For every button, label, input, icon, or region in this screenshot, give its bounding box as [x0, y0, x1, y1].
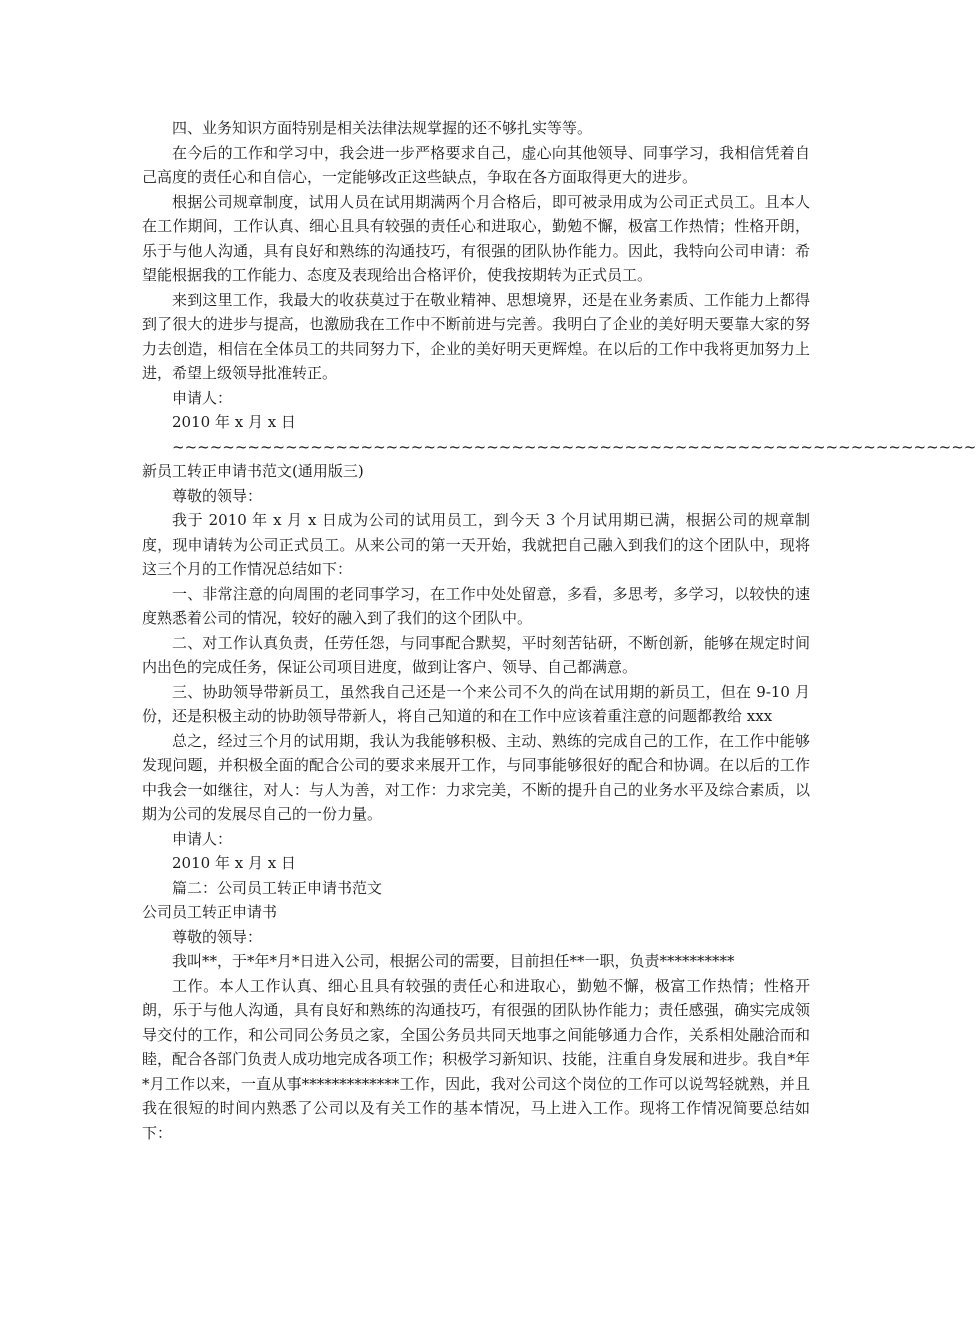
paragraph: 二、对工作认真负责，任劳任怨，与同事配合默契，平时刻苦钻研，不断创新，能够在规定时间内出色的完成任务，保证公司项目进度，做到让客户、领导、自己都满意。 [142, 633, 810, 676]
paragraph: 四、业务知识方面特别是相关法律法规掌握的还不够扎实等等。 [172, 119, 593, 137]
paragraph: 在今后的工作和学习中，我会进一步严格要求自己，虚心向其他领导、同事学习，我相信凭着自己高度的责任心和自信心，一定能够改正这些缺点，争取在各方面取得更大的进步。 [142, 143, 810, 186]
salutation: 尊敬的领导： [172, 486, 263, 505]
paragraph: 根据公司规章制度，试用人员在试用期满两个月合格后，即可被录用成为公司正式员工。且本人在工作期间，工作认真、细心且具有较强的责任心和进取心，勤勉不懈，极富工作热情；性格开朗，乐于与他人沟通，具有良好和熟练的沟通技巧，有很强的团队协作能力。因此，我特向公司申请：希望能根据我的工作能力、态度及表现给出合格评价，使我按期转为正式员工。 [142, 192, 810, 284]
paragraph: 一、非常注意的向周围的老同事学习，在工作中处处留意，多看，多思考，多学习，以较快的速度熟悉着公司的情况，较好的融入到了我们的这个团队中。 [142, 584, 810, 627]
separator-line: ~~~~~~~~~~~~~~~~~~~~~~~~~~~~~~~~~~~~~~~~~~~~~~~~~~~~~~~~~~~~~~~~ [172, 437, 976, 456]
paragraph: 三、协助领导带新员工，虽然我自己还是一个来公司不久的尚在试用期的新员工，但在 9-10 月份，还是积极主动的协助领导带新人，将自己知道的和在工作中应该着重注意的问题都教给 xxx [142, 682, 810, 725]
paragraph: 总之，经过三个月的试用期，我认为我能够积极、主动、熟练的完成自己的工作，在工作中能够发现问题，并积极全面的配合公司的要求来展开工作，与同事能够很好的配合和协调。在以后的工作中我会一如继往，对人：与人为善，对工作：力求完美，不断的提升自己的业务水平及综合素质，以期为公司的发展尽自己的一份力量。 [142, 731, 810, 823]
signature-label: 申请人： [172, 829, 233, 848]
paragraph: 我叫**，于*年*月*日进入公司，根据公司的需要，目前担任**一职，负责********** [172, 952, 735, 970]
document-page [142, 116, 976, 1145]
paragraph: 工作。本人工作认真、细心且具有较强的责任心和进取心，勤勉不懈，极富工作热情；性格开朗，乐于与他人沟通，具有良好和熟练的沟通技巧，有很强的团队协作能力；责任感强，确实完成领导交付的工作，和公司同公务员之家，全国公务员共同天地事之间能够通力合作，关系相处融洽而和睦，配合各部门负责人成功地完成各项工作；积极学习新知识、技能，注重自身发展和进步。我自*年*月工作以来，一直从事*************工作，因此，我对公司这个岗位的工作可以说驾轻就熟，并且我在很短的时间内熟悉了公司以及有关工作的基本情况，马上进入工作。现将工作情况简要总结如下： [142, 976, 810, 1142]
date-line: 2010 年 x 月 x 日 [172, 413, 296, 431]
paragraph: 来到这里工作，我最大的收获莫过于在敬业精神、思想境界，还是在业务素质、工作能力上都得到了很大的进步与提高，也激励我在工作中不断前进与完善。我明白了企业的美好明天要靠大家的努力去创造，相信在全体员工的共同努力下，企业的美好明天更辉煌。在以后的工作中我将更加努力上进，希望上级领导批准转正。 [142, 290, 810, 382]
paragraph: 我于 2010 年 x 月 x 日成为公司的试用员工，到今天 3 个月试用期已满，根据公司的规章制度，现申请转为公司正式员工。从来公司的第一天开始，我就把自己融入到我们的这个团队中，现将这三个月的工作情况总结如下： [142, 511, 810, 578]
section-title: 新员工转正申请书范文(通用版三) [142, 462, 364, 480]
section-heading: 篇二：公司员工转正申请书范文 [172, 878, 383, 897]
date-line: 2010 年 x 月 x 日 [172, 854, 296, 872]
section-title: 公司员工转正申请书 [142, 903, 278, 921]
salutation: 尊敬的领导： [172, 927, 263, 946]
signature-label: 申请人： [172, 388, 233, 407]
